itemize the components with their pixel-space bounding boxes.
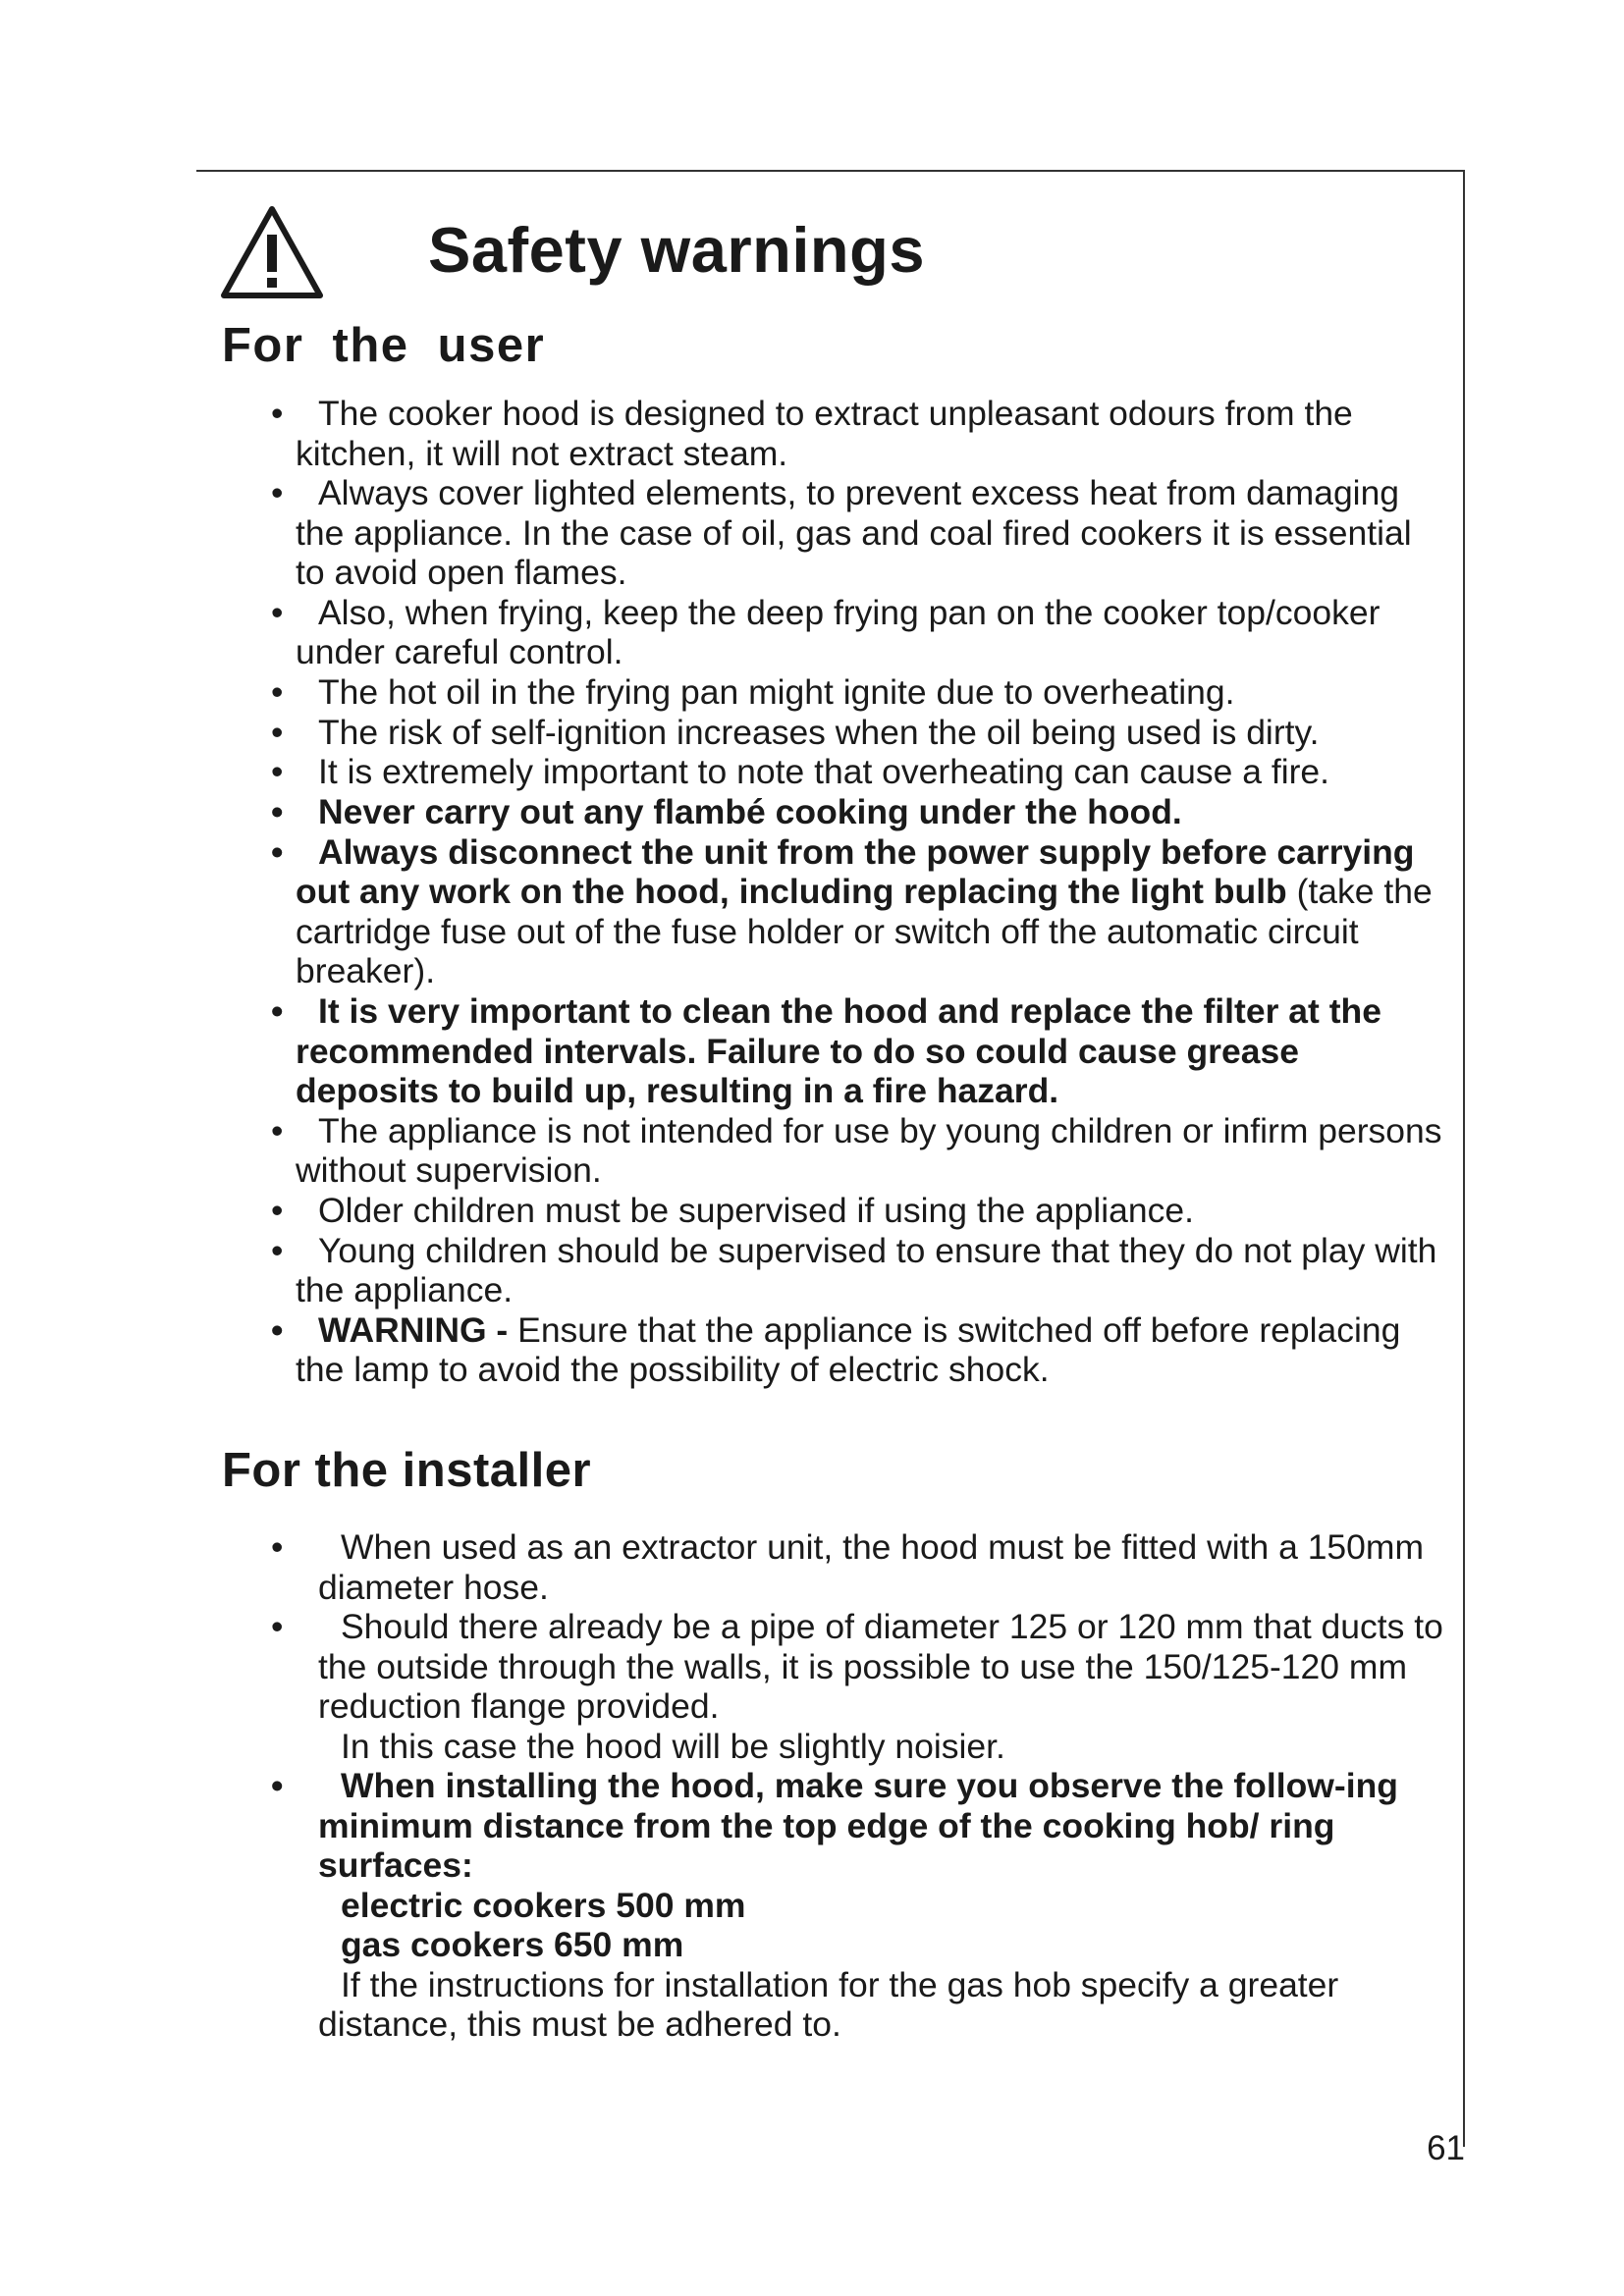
list-item: • The risk of self-ignition increases when the oil being used is dirty. bbox=[271, 712, 1320, 752]
list-item: • The cooker hood is designed to extract unpleasant odours from the kitchen, it will not extract steam. bbox=[271, 394, 1353, 473]
page-title: Safety warnings bbox=[428, 214, 925, 286]
list-item: • Always cover lighted elements, to prevent excess heat from damaging the appliance. In the case of oil, gas and coal fired cookers it is essential to avoid open flames. bbox=[271, 473, 1412, 593]
list-item: • WARNING - Ensure that the appliance is switched off before replacing the lamp to avoid the possibility of electric shock. bbox=[271, 1309, 1401, 1390]
list-item: • Also, when frying, keep the deep frying pan on the cooker top/cooker under careful control. bbox=[271, 592, 1380, 672]
user-warnings-list bbox=[271, 394, 1449, 1390]
section-heading-installer: For the installer bbox=[222, 1444, 592, 1497]
list-item: • Young children should be supervised to ensure that they do not play with the appliance. bbox=[271, 1230, 1437, 1310]
list-item: • The appliance is not intended for use by young children or infirm persons without supervision. bbox=[271, 1110, 1442, 1191]
list-item: • Always disconnect the unit from the power supply before carrying out any work on the hood, including replacing the light bulb (take the cartridge fuse out of the fuse holder or switch off the automatic circuit breaker). bbox=[271, 831, 1433, 991]
section-heading-user: For the user bbox=[222, 319, 546, 372]
list-item: • It is extremely important to note that overheating can cause a fire. bbox=[271, 752, 1330, 792]
warning-triangle-icon bbox=[218, 203, 326, 301]
list-item: • Should there already be a pipe of diameter 125 or 120 mm that ducts to the outside through the walls, it is possible to use the 150/125-120 mm reduction flange provided. In this case the hood will be slightly noisier. bbox=[271, 1607, 1443, 1766]
list-item: • The hot oil in the frying pan might ignite due to overheating. bbox=[271, 672, 1235, 713]
list-item: • When used as an extractor unit, the hood must be fitted with a 150mm diameter hose. bbox=[271, 1527, 1425, 1607]
list-item: • When installing the hood, make sure you observe the follow-ing minimum distance from the top edge of the cooking hob/ ring surfaces: electric cookers 500 mm gas cookers 650 mm If the instructions for installation for the gas hob specify a greater distance, this must be adhered to. bbox=[271, 1766, 1398, 2045]
right-rule bbox=[1463, 170, 1465, 2147]
top-rule bbox=[196, 170, 1465, 172]
list-item: • Older children must be supervised if using the appliance. bbox=[271, 1190, 1194, 1230]
list-item: • Never carry out any flambé cooking under the hood. bbox=[271, 792, 1182, 832]
list-item: • It is very important to clean the hood and replace the filter at the recommended intervals. Failure to do so could cause grease deposits to build up, resulting in a fire hazard. bbox=[271, 991, 1381, 1110]
page-number: 61 bbox=[1427, 2129, 1465, 2167]
installer-warnings-list bbox=[271, 1527, 1449, 2045]
